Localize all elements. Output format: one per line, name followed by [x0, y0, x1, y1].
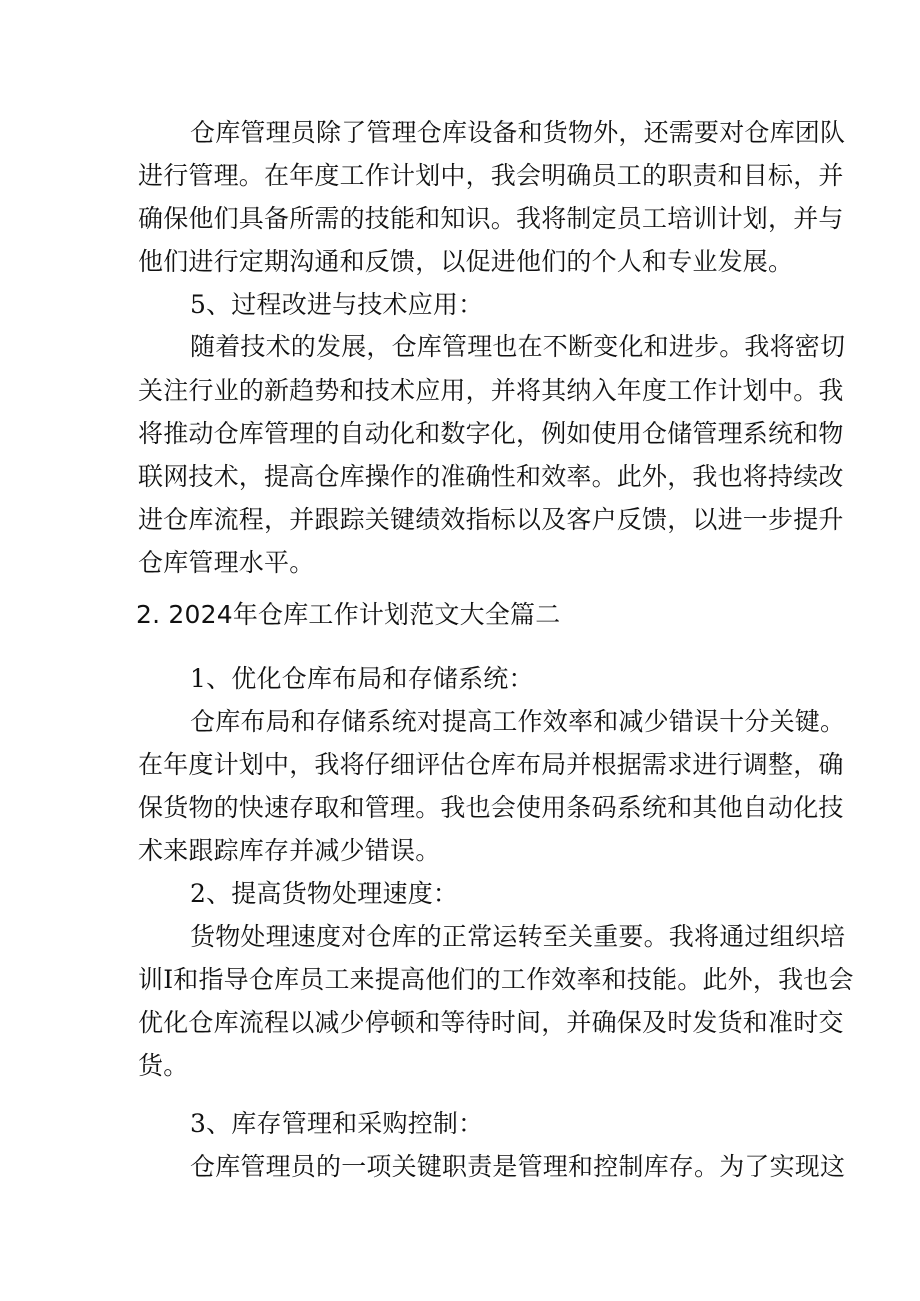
paragraph-line: 货物处理速度对仓库的正常运转至关重要。我将通过组织培 [190, 922, 846, 951]
paragraph-line: 术来跟踪库存并减少错误。 [138, 836, 441, 865]
paragraph-line: 联网技术，提高仓库操作的准确性和效率。此外，我也将持续改 [138, 462, 844, 491]
paragraph-line: 随着技术的发展，仓库管理也在不断变化和进步。我将密切 [190, 332, 846, 361]
paragraph-line: 仓库布局和存储系统对提高工作效率和减少错误十分关键。 [190, 707, 846, 736]
section-subheading: 5、过程改进与技术应用： [190, 290, 484, 319]
paragraph-line: 进行管理。在年度工作计划中，我会明确员工的职责和目标，并 [138, 161, 844, 190]
paragraph-line: 在年度计划中，我将仔细评估仓库布局并根据需求进行调整，确 [138, 750, 844, 779]
paragraph-line: 确保他们具备所需的技能和知识。我将制定员工培训计划，并与 [138, 204, 844, 233]
paragraph-line: 他们进行定期沟通和反馈，以促进他们的个人和专业发展。 [138, 247, 794, 276]
paragraph-line: 优化仓库流程以减少停顿和等待时间，并确保及时发货和准时交 [138, 1008, 844, 1037]
section-subheading: 1、优化仓库布局和存储系统： [190, 664, 534, 693]
paragraph-line: 仓库管理水平。 [138, 548, 315, 577]
paragraph-line: 保货物的快速存取和管理。我也会使用条码系统和其他自动化技 [138, 793, 844, 822]
section-subheading: 2、提高货物处理速度： [190, 879, 459, 908]
paragraph-line: 将推动仓库管理的自动化和数字化，例如使用仓储管理系统和物 [138, 419, 844, 448]
section-subheading: 3、库存管理和采购控制： [190, 1109, 484, 1138]
paragraph-line: 货。 [138, 1051, 189, 1080]
paragraph-line: 仓库管理员除了管理仓库设备和货物外，还需要对仓库团队 [190, 118, 846, 147]
paragraph-line: 仓库管理员的一项关键职责是管理和控制库存。为了实现这 [190, 1152, 846, 1181]
paragraph-line: 训I和指导仓库员工来提高他们的工作效率和技能。此外，我也会 [138, 965, 854, 994]
section-heading: 2. 2024年仓库工作计划范文大全篇二 [136, 600, 561, 629]
paragraph-line: 进仓库流程，并跟踪关键绩效指标以及客户反馈，以进一步提升 [138, 505, 844, 534]
paragraph-line: 关注行业的新趋势和技术应用，并将其纳入年度工作计划中。我 [138, 376, 844, 405]
